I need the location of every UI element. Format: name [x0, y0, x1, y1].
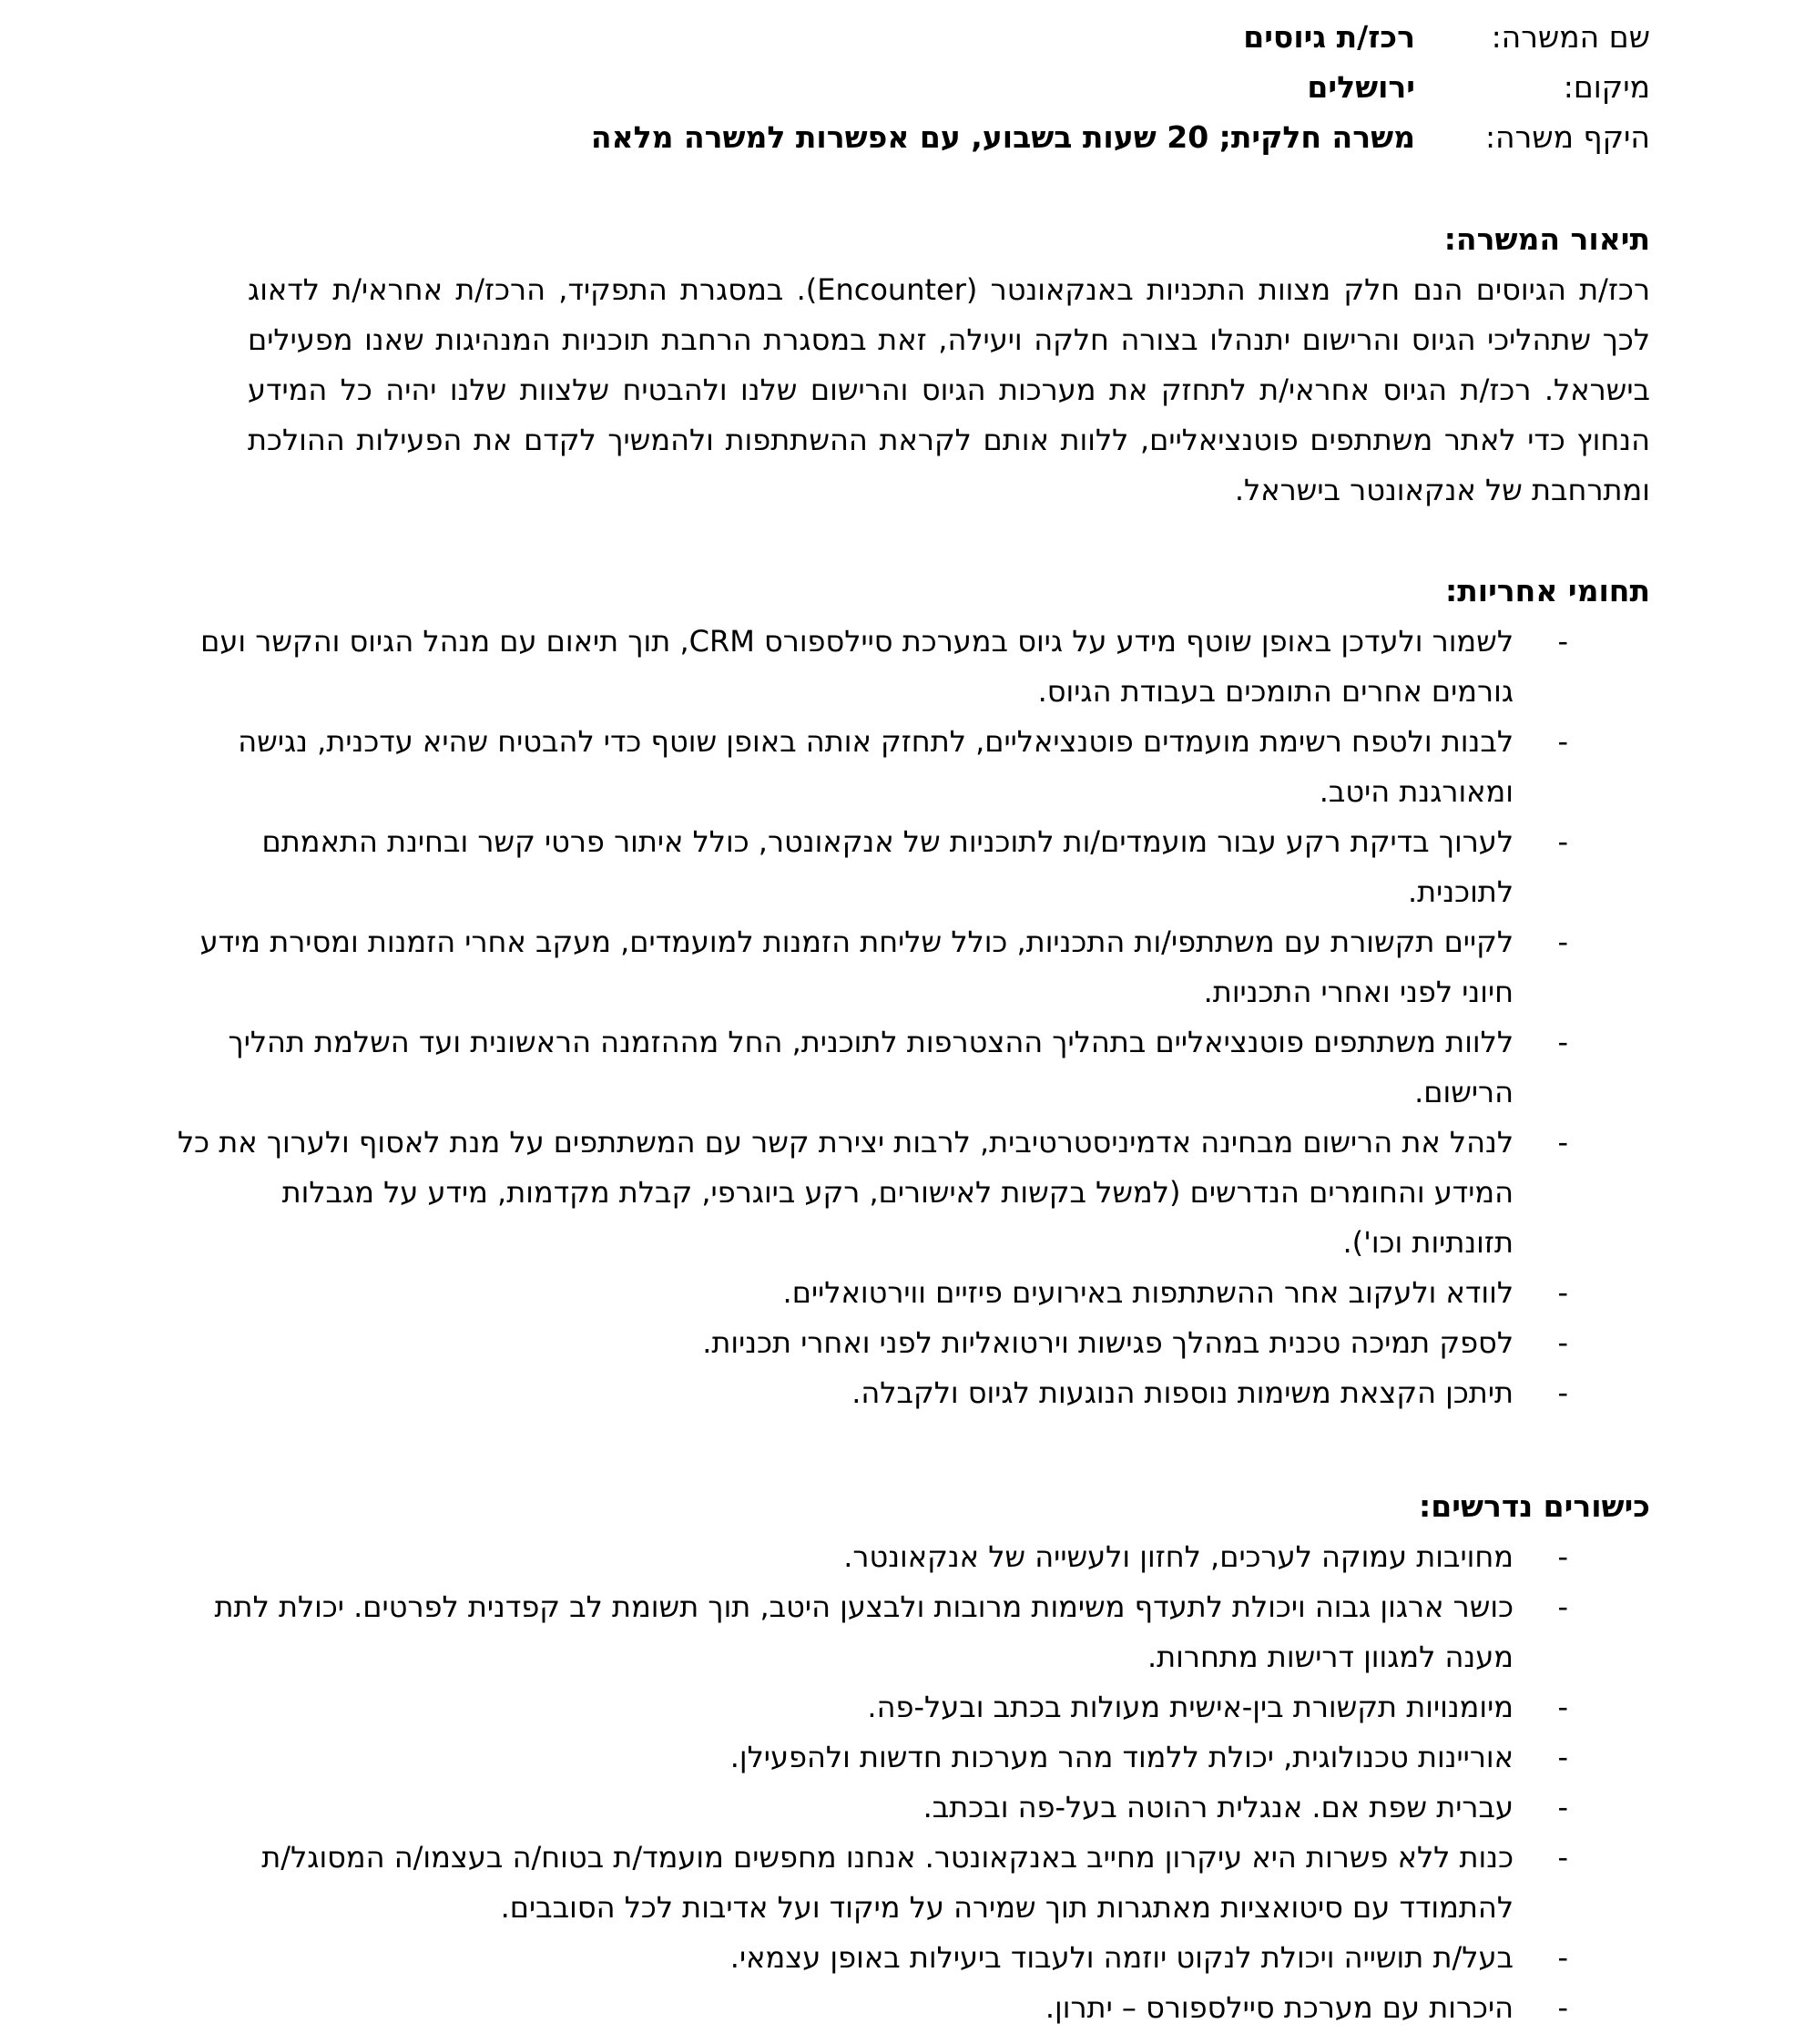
list-item — [175, 917, 1650, 1017]
list-item — [175, 1833, 1650, 1933]
responsibilities-heading: תחומי אחריות: — [1445, 573, 1650, 608]
bullet-dash: - — [1557, 1275, 1568, 1310]
bullet-dash: - — [1557, 1790, 1568, 1824]
list-item-text: מחויבות עמוקה לערכים, לחזון ולעשייה של אנקאונטר. — [843, 1539, 1514, 1574]
list-item — [175, 1318, 1650, 1368]
list-item-text: לבנות ולטפח רשימת מועמדים פוטנציאליים, לתחזק אותה באופן שוטף כדי להבטיח שהיא עדכנית, נגישה ומאורגנת היטב. — [238, 724, 1514, 809]
list-item — [175, 1933, 1650, 1983]
list-item-text: מיומנויות תקשורת בין-אישית מעולות בכתב ובעל-פה. — [867, 1690, 1514, 1724]
list-item — [175, 1983, 1650, 2033]
location-row — [375, 63, 1650, 112]
bullet-dash: - — [1557, 1125, 1568, 1160]
list-item — [175, 1732, 1650, 1783]
qualifications-heading: כישורים נדרשים: — [1419, 1488, 1650, 1524]
scope-value: משרה חלקית; 20 שעות בשבוע, עם אפשרות למשרה מלאה — [590, 119, 1415, 155]
bullet-dash: - — [1557, 1840, 1568, 1875]
list-item — [175, 817, 1650, 917]
bullet-dash: - — [1557, 1025, 1568, 1059]
list-item — [175, 717, 1650, 817]
bullet-dash: - — [1557, 1690, 1568, 1724]
list-item-text: לספק תמיכה טכנית במהלך פגישות וירטואליות לפני ואחרי תכניות. — [702, 1325, 1514, 1360]
list-item-text: לשמור ולעדכן באופן שוטף מידע על גיוס במערכת סיילספורס CRM, תוך תיאום עם מנהל הגיוס והקשר ועם גורמים אחרים התומכים בעבודת הגיוס. — [200, 624, 1514, 709]
list-item-text: לערוך בדיקת רקע עבור מועמדים/ות לתוכניות של אנקאונטר, כולל איתור פרטי קשר ובחינת התאמתם לתוכנית. — [261, 824, 1514, 909]
location-value: ירושלים — [1307, 69, 1415, 105]
bullet-dash: - — [1557, 1539, 1568, 1574]
bullet-dash: - — [1557, 824, 1568, 859]
bullet-dash: - — [1557, 1940, 1568, 1975]
list-item-text: כושר ארגון גבוה ויכולת לתעדף משימות מרובות ולבצען היטב, תוך תשומת לב קפדנית לפרטים. יכולת לתת מענה למגוון דרישות מתחרות. — [214, 1589, 1514, 1674]
list-item — [175, 1682, 1650, 1732]
list-item-text: אוריינות טכנולוגית, יכולת ללמוד מהר מערכות חדשות ולהפעילן. — [729, 1740, 1514, 1774]
list-item — [175, 1118, 1650, 1268]
description-heading: תיאור המשרה: — [1443, 221, 1650, 257]
list-item — [175, 1532, 1650, 1582]
bullet-dash: - — [1557, 724, 1568, 759]
bullet-dash: - — [1557, 925, 1568, 959]
list-item-text: כנות ללא פשרות היא עיקרון מחייב באנקאונטר. אנחנו מחפשים מועמד/ת בטוח/ה בעצמו/ה המסוגל/ת להתמודד עם סיטואציות מאתגרות תוך שמירה על מיקוד ועל אדיבות לכל הסובבים. — [261, 1840, 1514, 1925]
qualifications-list — [175, 1532, 1650, 2033]
list-item — [175, 1368, 1650, 1418]
description-paragraph: רכז/ת הגיוסים הנם חלק מצוות התכניות באנקאונטר (Encounter). במסגרת התפקיד, הרכז/ת אחראי/ת לדאוג לכך שתהליכי הגיוס והרישום יתנהלו בצורה חלקה ויעילה, זאת במסגרת הרחבת תוכניות המנהיגות שאנו מפעילים בישראל. רכז/ת הגיוס אחראי/ת לתחזק את מערכות הגיוס והרישום שלנו ולהבטיח שלצוות שלנו יהיה כל המידע הנחוץ כדי לאתר משתתפים פוטנציאליים, ללוות אותם לקראת ההשתתפות ולהמשיך לקדם את הפעילות ההולכת ומתרחבת של אנקאונטר בישראל. — [248, 272, 1651, 507]
list-item — [175, 1783, 1650, 1833]
list-item — [175, 1582, 1650, 1682]
list-item — [175, 617, 1650, 717]
location-label: מיקום: — [1563, 69, 1650, 105]
scope-label: היקף משרה: — [1484, 119, 1650, 155]
list-item — [175, 1017, 1650, 1118]
list-item-text: בעל/ת תושייה ויכולת לנקוט יוזמה ולעבוד ביעילות באופן עצמאי. — [729, 1940, 1514, 1975]
bullet-dash: - — [1557, 1375, 1568, 1410]
job-title-row — [375, 13, 1650, 62]
bullet-dash: - — [1557, 1589, 1568, 1624]
list-item-text: עברית שפת אם. אנגלית רהוטה בעל-פה ובכתב. — [922, 1790, 1514, 1824]
responsibilities-list — [175, 617, 1650, 1418]
list-item-text: ללוות משתתפים פוטנציאליים בתהליך ההצטרפות לתוכנית, החל מההזמנה הראשונית ועד השלמת תהליך הרישום. — [228, 1025, 1514, 1109]
bullet-dash: - — [1557, 1740, 1568, 1774]
list-item-text: לנהל את הרישום מבחינה אדמיניסטרטיבית, לרבות יצירת קשר עם המשתתפים על מנת לאסוף ולערוך את כל המידע והחומרים הנדרשים (למשל בקשות לאישורים, רקע ביוגרפי, קבלת מקדמות, מידע על מגבלות תזונתיות וכו'). — [177, 1125, 1514, 1260]
bullet-dash: - — [1557, 624, 1568, 659]
job-title-value: רכז/ת גיוסים — [1243, 19, 1415, 55]
list-item-text: תיתכן הקצאת משימות נוספות הנוגעות לגיוס ולקבלה. — [851, 1375, 1514, 1410]
bullet-dash: - — [1557, 1325, 1568, 1360]
bullet-dash: - — [1557, 1990, 1568, 2025]
list-item — [175, 1268, 1650, 1318]
scope-row — [375, 113, 1650, 162]
list-item-text: לוודא ולעקוב אחר ההשתתפות באירועים פיזיים ווירטואליים. — [782, 1275, 1514, 1310]
job-title-label: שם המשרה: — [1491, 19, 1650, 55]
list-item-text: היכרות עם מערכת סיילספורס – יתרון. — [1045, 1990, 1514, 2025]
list-item-text: לקיים תקשורת עם משתתפי/ות התכניות, כולל שליחת הזמנות למועמדים, מעקב אחרי הזמנות ומסירת מידע חיוני לפני ואחרי התכניות. — [199, 925, 1514, 1009]
